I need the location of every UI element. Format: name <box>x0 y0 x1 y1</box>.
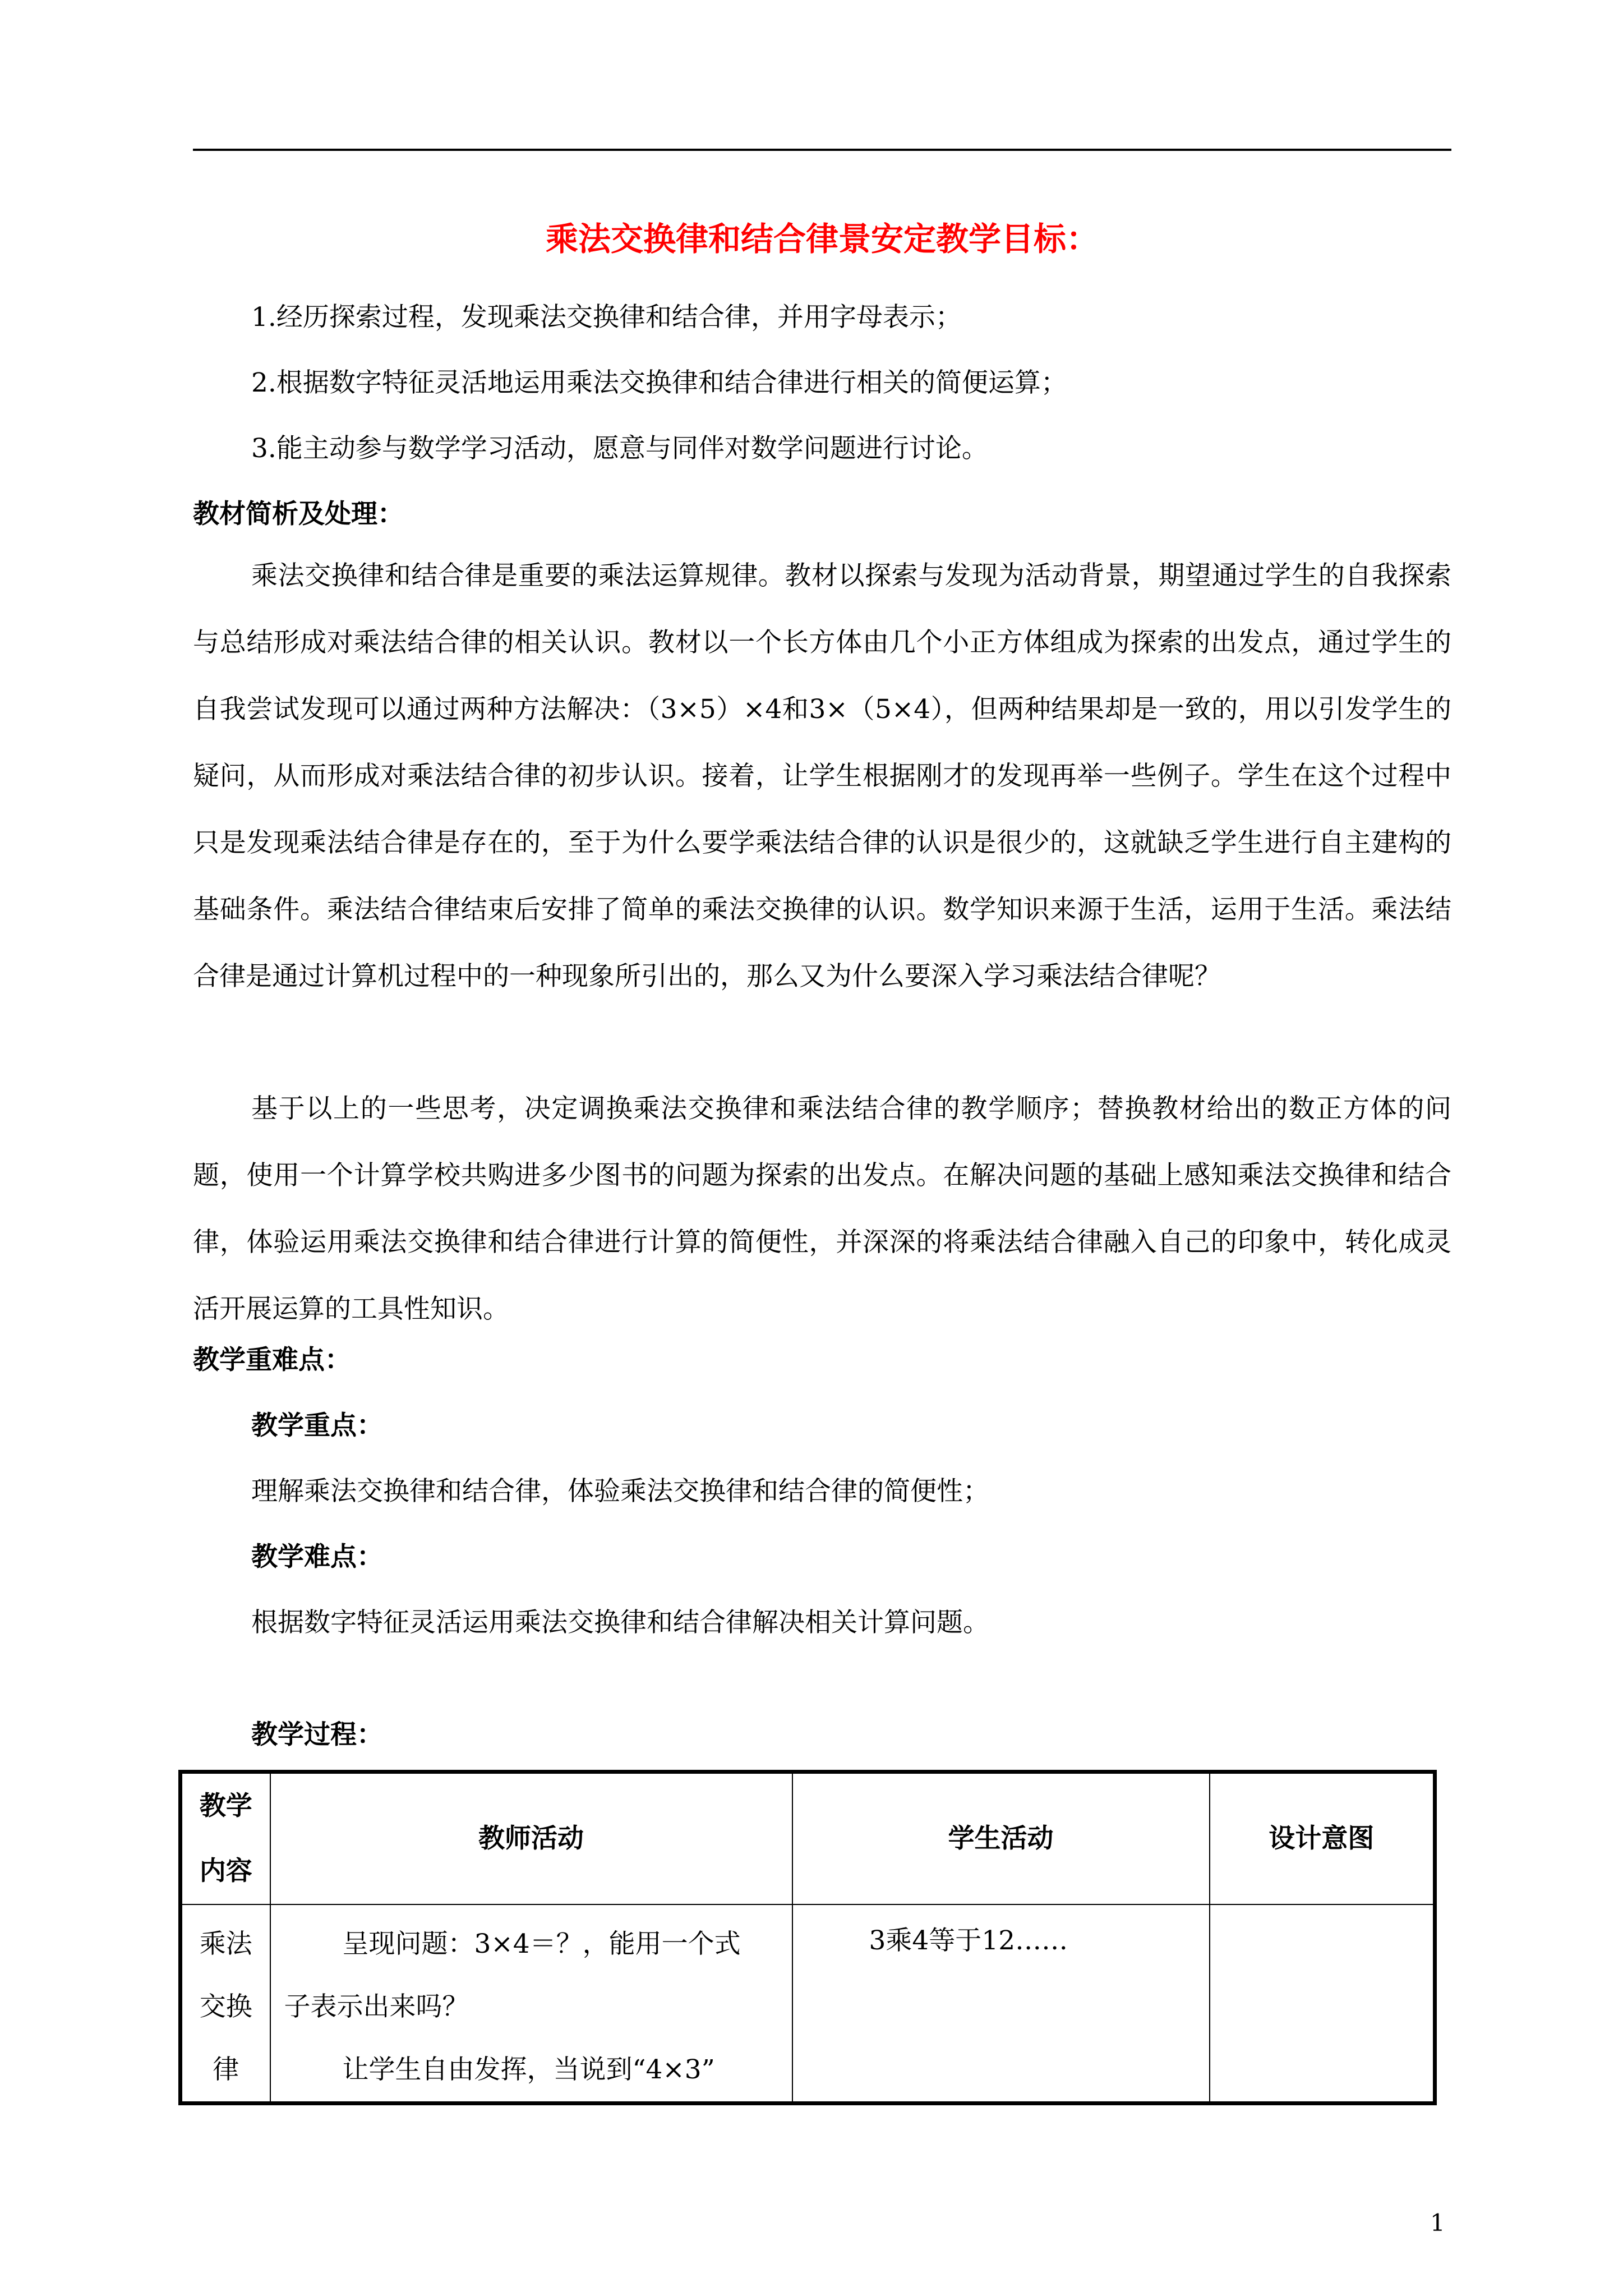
row-content-cell <box>181 1904 270 2104</box>
page-number: 1 <box>1430 2209 1445 2237</box>
document-title: 乘法交换律和结合律景安定教学目标： <box>545 220 1099 258</box>
teacher-text-1: 呈现问题：3×4＝？，能用一个式 <box>342 1929 741 1959</box>
process-heading: 教学过程： <box>251 1719 383 1750</box>
header-design: 设计意图 <box>1210 1772 1435 1905</box>
row-teacher-cell <box>270 1904 792 2104</box>
difficulty-heading: 教学重难点： <box>193 1345 351 1375</box>
row-content-line-2: 交换 <box>199 1991 252 2022</box>
objective-3: 3.能主动参与数学学习活动，愿意与同伴对数学问题进行讨论。 <box>251 433 988 464</box>
table-header-row <box>181 1772 1435 1905</box>
analysis-heading: 教材简析及处理： <box>193 499 404 530</box>
key-points-text: 理解乘法交换律和结合律，体验乘法交换律和结合律的简便性； <box>251 1476 989 1507</box>
objective-1: 1.经历探索过程，发现乘法交换律和结合律，并用字母表示； <box>251 302 962 333</box>
teacher-text-1-cont: 子表示出来吗？ <box>284 1991 469 2022</box>
objective-2: 2.根据数字特征灵活地运用乘法交换律和结合律进行相关的简便运算； <box>251 367 1067 398</box>
header-rule <box>193 149 1451 151</box>
row-content-line-1: 乘法 <box>199 1929 252 1959</box>
header-teacher: 教师活动 <box>270 1772 792 1905</box>
header-student: 学生活动 <box>792 1772 1210 1905</box>
table-row <box>181 1904 1435 2104</box>
header-content <box>181 1772 270 1905</box>
row-content-line-3: 律 <box>213 2054 239 2085</box>
difficult-points-heading: 教学难点： <box>251 1542 383 1572</box>
teacher-text-2: 让学生自由发挥，当说到“4×3” <box>342 2054 715 2085</box>
analysis-paragraph-2: 基于以上的一些思考，决定调换乘法交换律和乘法结合律的教学顺序；替换教材给出的数正方体的问题，使用一个计算学校共购进多少图书的问题为探索的出发点。在解决问题的基础上感知乘法交换律和结合律，体验运用乘法交换律和结合律进行计算的简便性，并深深的将乘法结合律融入自己的印象中，转化成灵活开展运算的工具性知识。 <box>193 1093 1451 1324</box>
row-design-cell <box>1210 1904 1435 2104</box>
teaching-process-table <box>178 1770 1437 2105</box>
key-points-heading: 教学重点： <box>251 1410 383 1441</box>
row-student-cell: 3乘4等于12…… <box>792 1904 1210 2104</box>
header-content-line-1: 教学 <box>199 1791 252 1821</box>
difficult-points-text: 根据数字特征灵活运用乘法交换律和结合律解决相关计算问题。 <box>251 1607 989 1638</box>
header-content-line-2: 内容 <box>199 1856 252 1887</box>
analysis-paragraph-1: 乘法交换律和结合律是重要的乘法运算规律。教材以探索与发现为活动背景，期望通过学生的自我探索与总结形成对乘法结合律的相关认识。教材以一个长方体由几个小正方体组成为探索的出发点，通过学生的自我尝试发现可以通过两种方法解决：（3×5）×4和3×（5×4），但两种结果却是一致的，用以引发学生的疑问，从而形成对乘法结合律的初步认识。接着，让学生根据刚才的发现再举一些例子。学生在这个过程中只是发现乘法结合律是存在的，至于为什么要学乘法结合律的认识是很少的，这就缺乏学生进行自主建构的基础条件。乘法结合律结束后安排了简单的乘法交换律的认识。数学知识来源于生活，运用于生活。乘法结合律是通过计算机过程中的一种现象所引出的，那么又为什么要深入学习乘法结合律呢？ <box>193 560 1451 992</box>
